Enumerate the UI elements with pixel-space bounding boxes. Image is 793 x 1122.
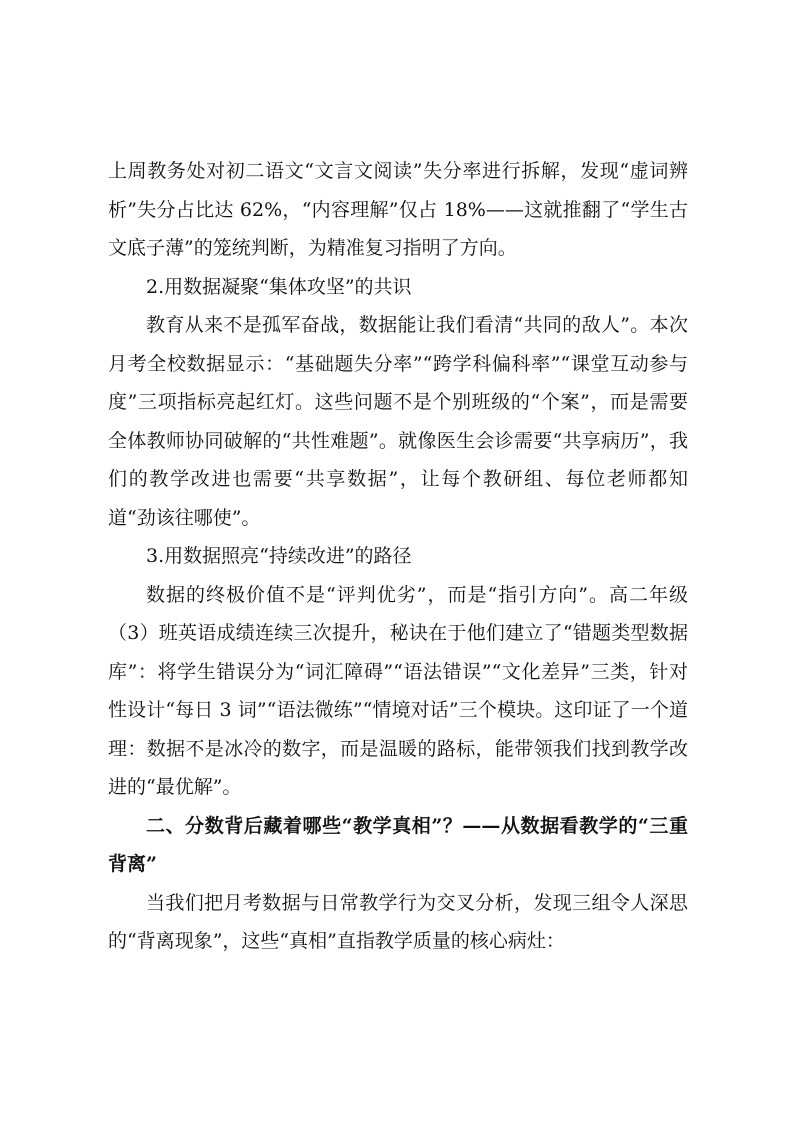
body-paragraph-continuous-improvement: 数据的终极价值不是“评判优劣”，而是“指引方向”。高二年级（3）班英语成绩连续三次提升，秘诀在于他们建立了“错题类型数据库”：将学生错误分为“词汇障碍”“语法错误”“文化差异”三类，针对性设计“每日 3 词”“语法微练”“情境对话”三个模块。这印证了一个道理：数据不是冰冷的数字，而是温暖的路标，能带领我们找到教学改进的“最优解”。 — [108, 583, 688, 798]
section-heading-two: 二、分数背后藏着哪些“教学真相”？——从数据看教学的“三重背离” — [108, 814, 688, 875]
section-subheading-2: 2.用数据凝聚“集体攻坚”的共识 — [146, 275, 412, 298]
body-paragraph-three-deviations: 当我们把月考数据与日常教学行为交叉分析，发现三组令人深思的“背离现象”，这些“真相”直指教学质量的核心病灶： — [108, 891, 688, 952]
section-subheading-3: 3.用数据照亮“持续改进”的路径 — [146, 545, 412, 567]
body-paragraph-collective-effort: 教育从来不是孤军奋战，数据能让我们看清“共同的敌人”。本次月考全校数据显示：“基础题失分率”“跨学科偏科率”“课堂互动参与度”三项指标亮起红灯。这些问题不是个别班级的“个案”，而是需要全体教师协同破解的“共性难题”。就像医生会诊需要“共享病历”，我们的教学改进也需要“共享数据”，让每个教研组、每位老师都知道“劲该往哪使”。 — [108, 314, 688, 529]
body-paragraph-data-breakdown: 上周教务处对初二语文“文言文阅读”失分率进行拆解，发现“虚词辨析”失分占比达 62%，“内容理解”仅占 18%——这就推翻了“学生古文底子薄”的笼统判断，为精准复习指明了方向。 — [108, 160, 688, 259]
document-body — [108, 152, 688, 961]
